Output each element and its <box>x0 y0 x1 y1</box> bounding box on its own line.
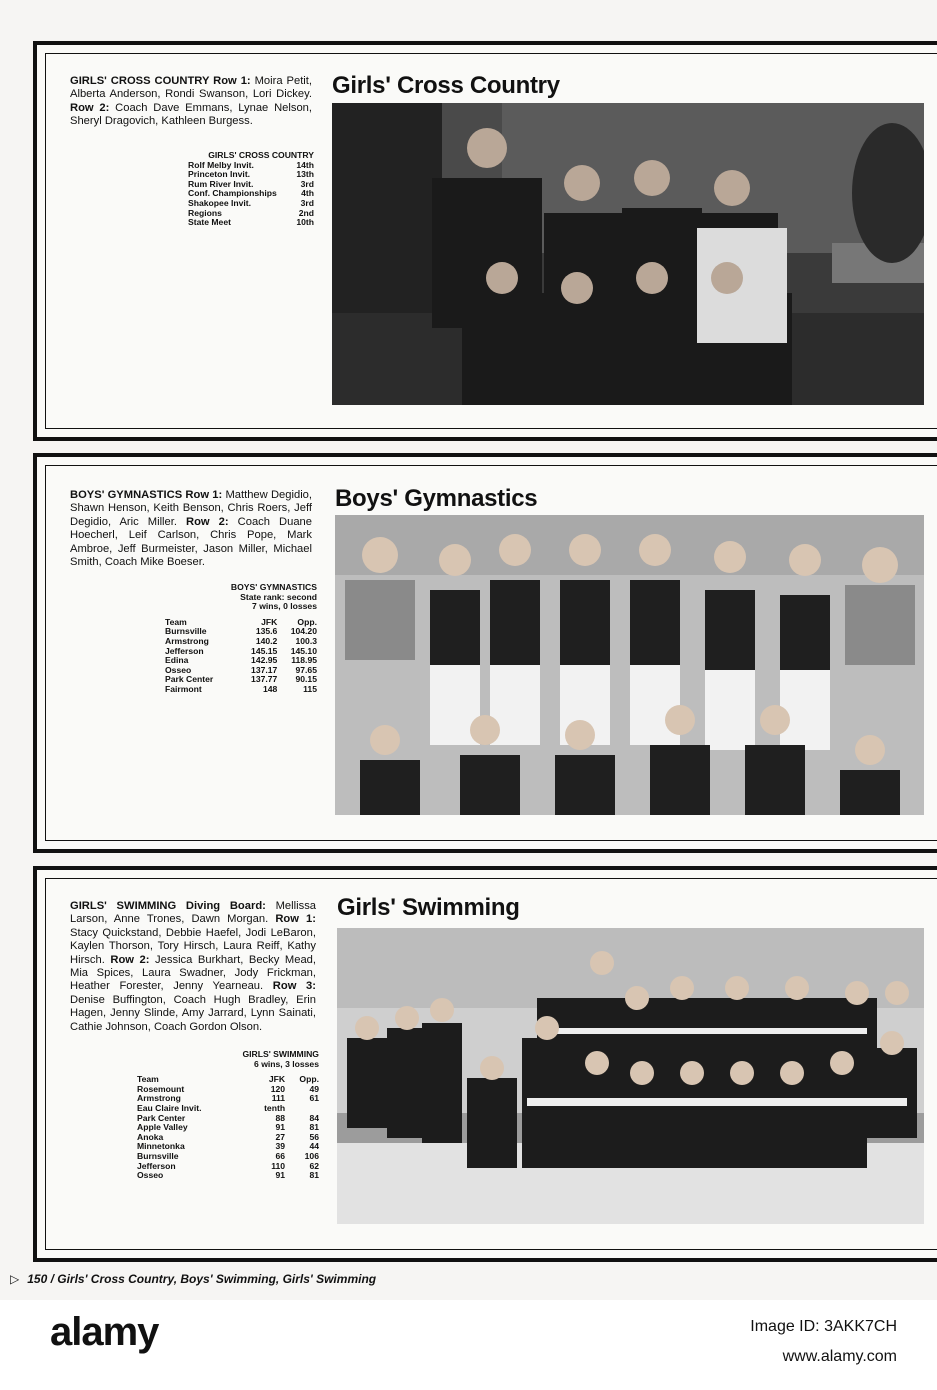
jfk-score: 91 <box>275 1122 286 1133</box>
jfk-score: 145.15 <box>251 645 278 656</box>
gymnastics-title: Boys' Gymnastics <box>335 485 538 512</box>
results-title: BOYS' GYMNASTICS <box>230 582 317 592</box>
table-row <box>188 218 314 228</box>
meet-place: 13th <box>296 169 314 180</box>
meet-place: 14th <box>296 159 314 170</box>
swimming-results <box>137 1050 319 1181</box>
opp-score: 104.20 <box>290 626 317 637</box>
team-name: Armstrong <box>165 635 209 646</box>
meet-name: Rolf Melby Invit. <box>188 159 254 170</box>
column-header-jfk: JFK <box>261 616 278 627</box>
jfk-score: 135.6 <box>255 626 278 637</box>
caption-label: Row 1: <box>275 913 316 926</box>
table-row <box>165 685 317 695</box>
team-name: Anoka <box>137 1131 164 1142</box>
caption-label: BOYS' GYMNASTICS Row 1: <box>70 489 223 501</box>
caption-label: Row 3: <box>272 980 316 993</box>
results-subtitle: State rank: second <box>240 591 317 602</box>
arrow-icon: ▷ <box>10 1272 20 1286</box>
team-name: Apple Valley <box>137 1122 188 1133</box>
jfk-score: 111 <box>271 1093 286 1104</box>
gymnastics-caption <box>70 489 312 569</box>
meet-name: Regions <box>188 207 222 218</box>
meet-name: State Meet <box>188 217 231 228</box>
meet-name: Rum River Invit. <box>188 178 254 189</box>
meet-place: 3rd <box>300 197 314 208</box>
jfk-score: 137.77 <box>251 674 278 685</box>
meet-name: Princeton Invit. <box>188 169 251 180</box>
team-name: Jefferson <box>137 1160 176 1171</box>
column-header-team: Team <box>165 616 187 627</box>
jfk-score: 120 <box>270 1083 286 1094</box>
table-row <box>137 1171 319 1181</box>
swimming-team-photo <box>337 928 924 1224</box>
cross-country-caption <box>70 75 312 129</box>
caption-text: Moira Petit, Alberta Anderson, Rondi Swanson, Lori Dickey. <box>70 75 313 101</box>
opp-score: 115 <box>303 683 317 694</box>
table-row <box>137 1162 319 1172</box>
results-title: GIRLS' CROSS COUNTRY <box>208 150 314 160</box>
team-name: Jefferson <box>165 645 204 656</box>
caption-text: Matthew Degidio, Shawn Henson, Keith Benson, Chris Roers, Jeff Degidio, Aric Miller. <box>70 489 313 528</box>
jfk-score: 88 <box>275 1112 286 1123</box>
column-header-opp: Opp. <box>297 616 317 627</box>
caption-label: Row 2: <box>186 515 229 528</box>
opp-score: 90.15 <box>295 674 317 685</box>
caption-label: Row 2: <box>110 953 150 966</box>
caption-text: Mellissa Larson, Anne Trones, Dawn Morgan. <box>70 900 317 926</box>
team-name: Park Center <box>165 674 214 685</box>
caption-label: Row 2: <box>70 101 110 114</box>
meet-place: 3rd <box>300 178 314 189</box>
caption-text: Denise Buffington, Coach Hugh Bradley, Erin Hagen, Jenny Slinde, Amy Jarrard, Lynn Sainati, Cathie Johnson, Coach Gordon Olson. <box>70 993 316 1033</box>
opp-score: 81 <box>309 1170 319 1181</box>
team-name: Armstrong <box>137 1093 181 1104</box>
table-row <box>137 1123 319 1133</box>
gymnastics-team-photo <box>335 515 924 815</box>
results-table <box>137 1075 319 1181</box>
team-name: Osseo <box>165 664 192 675</box>
meet-name: Shakopee Invit. <box>188 197 252 208</box>
jfk-score: 91 <box>275 1170 286 1181</box>
meet-name: Conf. Championships <box>188 188 277 199</box>
opp-score: 84 <box>309 1112 319 1123</box>
team-name: Edina <box>165 655 189 666</box>
meet-place: 4th <box>301 188 314 199</box>
jfk-score: tenth <box>264 1102 286 1113</box>
caption-label: GIRLS' SWIMMING Diving Board: <box>70 900 266 912</box>
team-name: Osseo <box>137 1170 164 1181</box>
cross-country-team-photo <box>332 103 924 405</box>
column-header-team: Team <box>137 1074 159 1085</box>
jfk-score: 66 <box>275 1150 286 1161</box>
jfk-score: 39 <box>275 1141 286 1152</box>
opp-score: 49 <box>309 1083 319 1094</box>
opp-score: 56 <box>309 1131 319 1142</box>
caption-text: Stacy Quickstand, Debbie Haefel, Jodi LeBaron, Kaylen Thorson, Tory Hirsch, Laura Reiff, Kathy Hirsch. <box>70 926 316 966</box>
watermark-image-id: Image ID: 3AKK7CH <box>750 1318 897 1335</box>
swimming-title: Girls' Swimming <box>337 894 520 921</box>
opp-score: 118.95 <box>291 655 317 666</box>
team-name: Minnetonka <box>137 1141 185 1152</box>
opp-score: 81 <box>309 1122 319 1133</box>
watermark-url: www.alamy.com <box>782 1348 897 1365</box>
cross-country-title: Girls' Cross Country <box>332 72 560 99</box>
watermark-logo: alamy <box>50 1310 159 1354</box>
team-name: Fairmont <box>165 683 202 694</box>
team-name: Rosemount <box>137 1083 185 1094</box>
team-name: Burnsville <box>137 1150 179 1161</box>
opp-score: 100.3 <box>295 635 317 646</box>
opp-score: 62 <box>309 1160 319 1171</box>
footer-text: 150 / Girls' Cross Country, Boys' Swimming, Girls' Swimming <box>27 1272 377 1286</box>
meet-place: 2nd <box>298 207 314 218</box>
swimming-caption <box>70 900 316 1034</box>
team-name: Burnsville <box>165 626 207 637</box>
jfk-score: 137.17 <box>251 664 278 675</box>
results-title: GIRLS' SWIMMING <box>242 1049 319 1059</box>
opp-score: 97.65 <box>295 664 317 675</box>
opp-score: 44 <box>309 1141 319 1152</box>
jfk-score: 142.95 <box>251 655 278 666</box>
cross-country-results <box>188 151 314 228</box>
results-table <box>165 618 317 695</box>
jfk-score: 27 <box>275 1131 286 1142</box>
meet-place: 10th <box>296 217 314 228</box>
results-table <box>188 161 314 228</box>
team-name: Park Center <box>137 1112 186 1123</box>
results-subtitle: 6 wins, 3 losses <box>254 1058 319 1069</box>
results-subtitle: 7 wins, 0 losses <box>252 601 317 612</box>
opp-score: 106 <box>304 1150 319 1161</box>
team-name: Eau Claire Invit. <box>137 1102 202 1113</box>
jfk-score: 110 <box>271 1160 286 1171</box>
opp-score: 61 <box>309 1093 319 1104</box>
opp-score: 145.10 <box>290 645 317 656</box>
jfk-score: 140.2 <box>255 635 278 646</box>
column-header-jfk: JFK <box>268 1074 286 1085</box>
jfk-score: 148 <box>263 683 278 694</box>
caption-text: Coach Dave Emmans, Lynae Nelson, Sheryl Dragovich, Kathleen Burgess. <box>70 101 312 128</box>
caption-label: GIRLS' CROSS COUNTRY Row 1: <box>70 75 251 87</box>
column-header-opp: Opp. <box>299 1074 319 1085</box>
page-footer <box>10 1272 376 1286</box>
caption-text: Jessica Burkhart, Becky Mead, Mia Spices, Laura Swadner, Jody Frickman, Heather Forester, Jenny Yearneau. <box>70 953 316 993</box>
caption-text: Coach Duane Hoecherl, Leif Carlson, Chris Pope, Mark Ambroe, Jeff Burmeister, Jason Miller, Michael Smith, Coach Mike Boeser. <box>70 515 313 569</box>
gymnastics-results <box>165 583 317 695</box>
